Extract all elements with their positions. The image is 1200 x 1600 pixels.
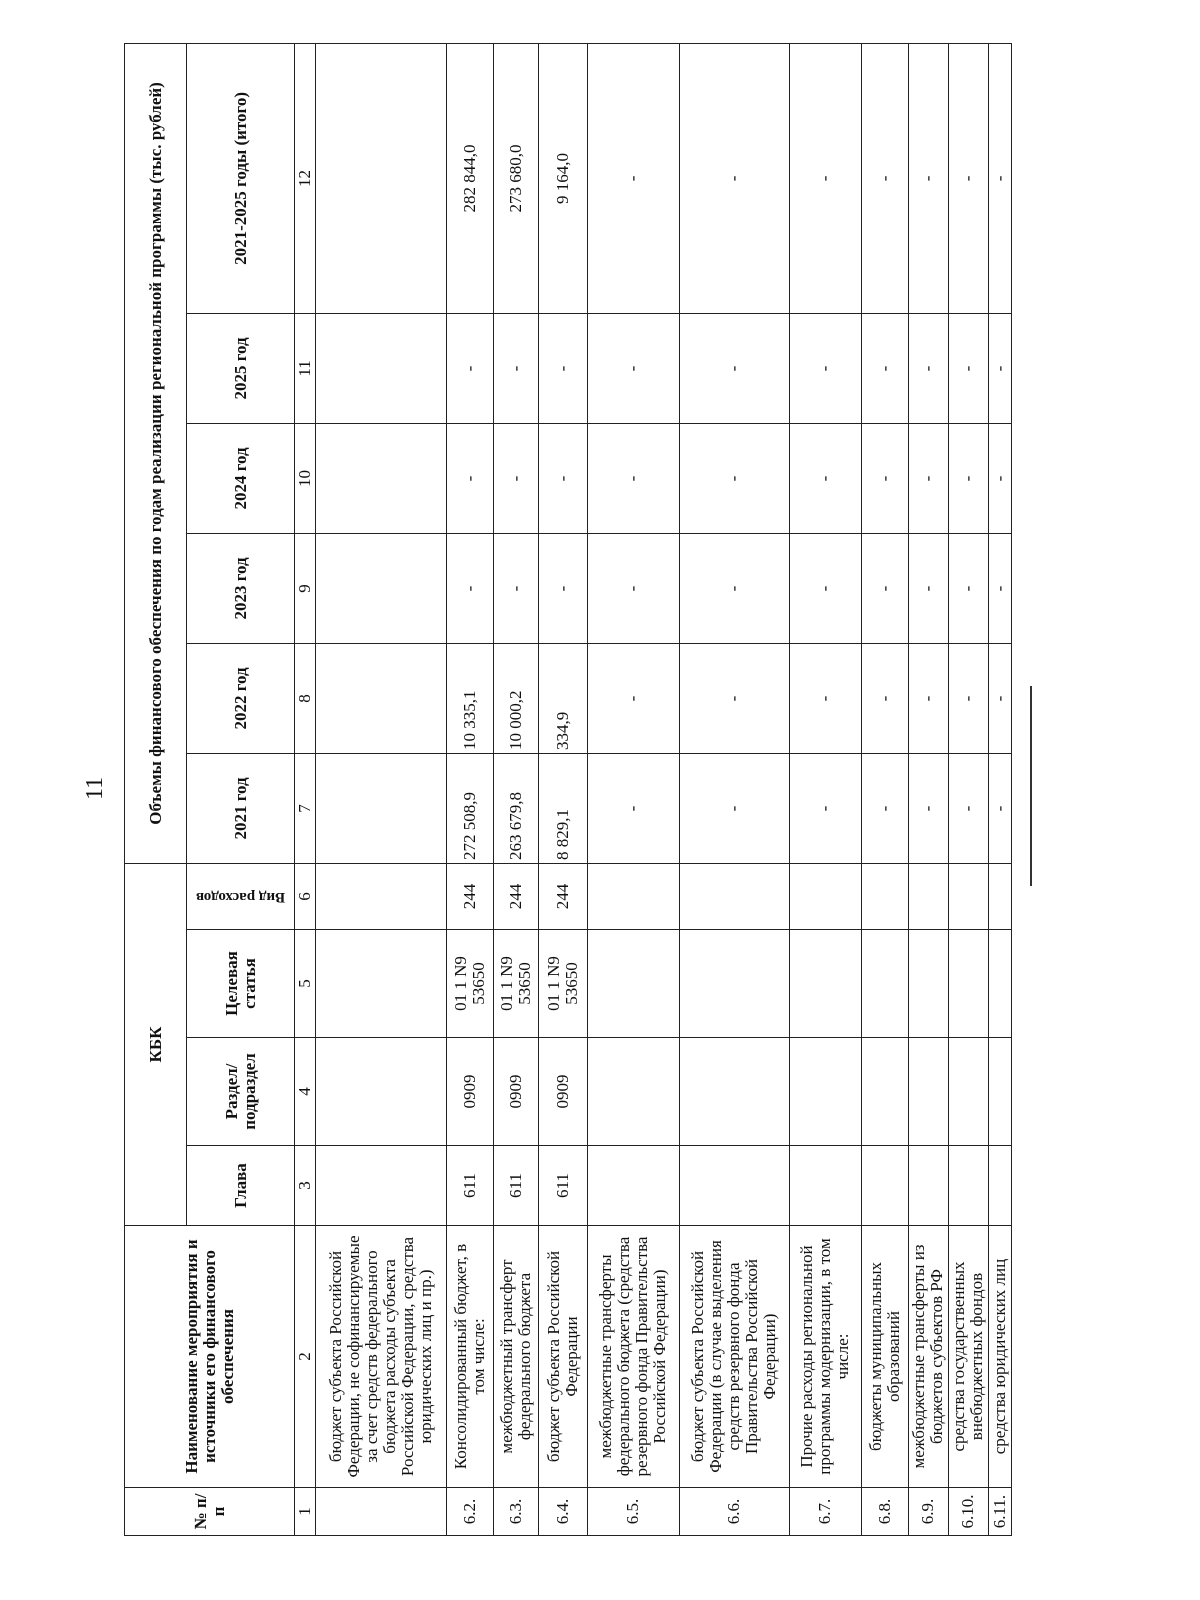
- row-2021: -: [679, 753, 789, 863]
- row-celevaya: [679, 930, 789, 1038]
- row-razdel: [790, 1038, 862, 1146]
- row-name: средства государственных внебюджетных фондов: [948, 1226, 989, 1488]
- financing-table: [124, 43, 1012, 1536]
- row-num: [316, 1488, 447, 1536]
- row-name: средства юридических лиц: [989, 1226, 1012, 1488]
- row-vid: 244: [493, 863, 538, 929]
- row-2023: -: [493, 533, 538, 643]
- row-2025: -: [790, 313, 862, 423]
- row-total: -: [948, 43, 989, 313]
- table-row: [908, 43, 948, 1535]
- header-total: 2021-2025 годы (итого): [187, 43, 295, 313]
- row-2025: -: [587, 313, 679, 423]
- row-2025: -: [679, 313, 789, 423]
- row-total: -: [790, 43, 862, 313]
- row-num: 6.2.: [446, 1488, 493, 1536]
- row-num: 6.9.: [908, 1488, 948, 1536]
- row-num: 6.5.: [587, 1488, 679, 1536]
- row-name: Прочие расходы региональной программы модернизации, в том числе:: [790, 1226, 862, 1488]
- row-name: бюджеты муниципальных образований: [861, 1226, 908, 1488]
- row-2025: -: [861, 313, 908, 423]
- row-2024: -: [587, 423, 679, 533]
- row-celevaya: 01 1 N9 53650: [538, 930, 587, 1038]
- row-2023: -: [989, 533, 1012, 643]
- row-2025: -: [446, 313, 493, 423]
- row-glava: [989, 1146, 1012, 1226]
- column-index: 8: [295, 643, 316, 753]
- row-2024: -: [948, 423, 989, 533]
- row-2024: [316, 423, 447, 533]
- row-2024: -: [908, 423, 948, 533]
- row-num: 6.8.: [861, 1488, 908, 1536]
- row-2023: -: [538, 533, 587, 643]
- row-2023: [316, 533, 447, 643]
- row-razdel: [587, 1038, 679, 1146]
- row-vid: 244: [538, 863, 587, 929]
- table-row: [790, 43, 862, 1535]
- row-total: 9 164,0: [538, 43, 587, 313]
- row-glava: [861, 1146, 908, 1226]
- row-glava: [790, 1146, 862, 1226]
- row-total: -: [908, 43, 948, 313]
- row-razdel: [908, 1038, 948, 1146]
- row-razdel: 0909: [493, 1038, 538, 1146]
- row-total: -: [679, 43, 789, 313]
- row-2023: -: [908, 533, 948, 643]
- row-2022: 10 335,1: [446, 643, 493, 753]
- row-2022: -: [587, 643, 679, 753]
- row-total: -: [587, 43, 679, 313]
- header-vid-text: Вид расходов: [195, 888, 286, 905]
- row-razdel: [861, 1038, 908, 1146]
- row-celevaya: [861, 930, 908, 1038]
- column-index: 3: [295, 1146, 316, 1226]
- row-num: 6.10.: [948, 1488, 989, 1536]
- column-index: 2: [295, 1226, 316, 1488]
- row-total: -: [861, 43, 908, 313]
- row-glava: [679, 1146, 789, 1226]
- row-num: 6.6.: [679, 1488, 789, 1536]
- header-kbk: КБК: [125, 863, 187, 1225]
- row-celevaya: [316, 930, 447, 1038]
- row-2025: -: [948, 313, 989, 423]
- row-2022: [316, 643, 447, 753]
- table-row: [679, 43, 789, 1535]
- row-celevaya: [790, 930, 862, 1038]
- header-finance: Объемы финансового обеспечения по годам реализации региональной программы (тыс. рублей): [125, 43, 187, 863]
- row-2022: -: [679, 643, 789, 753]
- row-2024: -: [493, 423, 538, 533]
- column-index: 6: [295, 863, 316, 929]
- row-celevaya: 01 1 N9 53650: [446, 930, 493, 1038]
- row-name: Консолидированный бюджет, в том числе:: [446, 1226, 493, 1488]
- row-2022: 334,9: [538, 643, 587, 753]
- row-2022: -: [948, 643, 989, 753]
- row-name: межбюджетный трансферт федерального бюджета: [493, 1226, 538, 1488]
- row-2021: 8 829,1: [538, 753, 587, 863]
- header-year-2022: 2022 год: [187, 643, 295, 753]
- table-row: [861, 43, 908, 1535]
- column-index: 1: [295, 1488, 316, 1536]
- row-vid: [908, 863, 948, 929]
- row-vid: [679, 863, 789, 929]
- column-index: 10: [295, 423, 316, 533]
- header-glava: Глава: [187, 1146, 295, 1226]
- row-2024: -: [446, 423, 493, 533]
- row-2021: 263 679,8: [493, 753, 538, 863]
- row-total: [316, 43, 447, 313]
- row-glava: [316, 1146, 447, 1226]
- row-2025: [316, 313, 447, 423]
- row-num: 6.7.: [790, 1488, 862, 1536]
- table-row: [948, 43, 989, 1535]
- rotated-table-wrapper: [124, 44, 1012, 1536]
- row-razdel: [679, 1038, 789, 1146]
- header-vid: [187, 863, 295, 929]
- header-year-2021: 2021 год: [187, 753, 295, 863]
- row-2022: 10 000,2: [493, 643, 538, 753]
- row-celevaya: [587, 930, 679, 1038]
- table-row: [446, 43, 493, 1535]
- row-vid: 244: [446, 863, 493, 929]
- row-2023: -: [790, 533, 862, 643]
- row-total: 282 844,0: [446, 43, 493, 313]
- row-vid: [316, 863, 447, 929]
- row-2023: -: [679, 533, 789, 643]
- row-razdel: 0909: [446, 1038, 493, 1146]
- row-celevaya: 01 1 N9 53650: [493, 930, 538, 1038]
- row-name: бюджет субъекта Российской Федерации: [538, 1226, 587, 1488]
- row-glava: [908, 1146, 948, 1226]
- row-glava: 611: [493, 1146, 538, 1226]
- row-2024: -: [538, 423, 587, 533]
- row-2021: -: [989, 753, 1012, 863]
- row-2025: -: [908, 313, 948, 423]
- row-total: 273 680,0: [493, 43, 538, 313]
- header-year-2023: 2023 год: [187, 533, 295, 643]
- row-2022: -: [908, 643, 948, 753]
- column-index: 5: [295, 930, 316, 1038]
- header-celevaya: Целевая статья: [187, 930, 295, 1038]
- row-2021: -: [908, 753, 948, 863]
- row-num: 6.11.: [989, 1488, 1012, 1536]
- column-index: 12: [295, 43, 316, 313]
- row-2023: -: [446, 533, 493, 643]
- row-2022: -: [861, 643, 908, 753]
- row-2021: -: [948, 753, 989, 863]
- column-index: 7: [295, 753, 316, 863]
- row-glava: [587, 1146, 679, 1226]
- row-2021: -: [861, 753, 908, 863]
- table-row: [587, 43, 679, 1535]
- row-name: межбюджетные трансферты из бюджетов субъектов РФ: [908, 1226, 948, 1488]
- row-celevaya: [908, 930, 948, 1038]
- table-row: [493, 43, 538, 1535]
- row-2024: -: [790, 423, 862, 533]
- table-row: [538, 43, 587, 1535]
- row-2021: -: [790, 753, 862, 863]
- row-2024: -: [679, 423, 789, 533]
- row-vid: [587, 863, 679, 929]
- header-razdel: Раздел/ подраздел: [187, 1038, 295, 1146]
- row-2022: -: [989, 643, 1012, 753]
- row-glava: 611: [538, 1146, 587, 1226]
- row-2021: 272 508,9: [446, 753, 493, 863]
- row-2021: [316, 753, 447, 863]
- header-year-2025: 2025 год: [187, 313, 295, 423]
- row-name: межбюджетные трансферты федерального бюджета (средства резервного фонда Правительства Российской Федерации): [587, 1226, 679, 1488]
- row-2022: -: [790, 643, 862, 753]
- row-total: -: [989, 43, 1012, 313]
- row-2024: -: [989, 423, 1012, 533]
- row-num: 6.4.: [538, 1488, 587, 1536]
- header-year-2024: 2024 год: [187, 423, 295, 533]
- row-vid: [948, 863, 989, 929]
- header-name: Наименование мероприятия и источники его финансового обеспечения: [125, 1226, 295, 1488]
- row-razdel: 0909: [538, 1038, 587, 1146]
- row-vid: [790, 863, 862, 929]
- row-2023: -: [587, 533, 679, 643]
- row-celevaya: [989, 930, 1012, 1038]
- row-2021: -: [587, 753, 679, 863]
- row-2025: -: [538, 313, 587, 423]
- row-razdel: [989, 1038, 1012, 1146]
- row-vid: [861, 863, 908, 929]
- table-row: [316, 43, 447, 1535]
- row-glava: [948, 1146, 989, 1226]
- row-celevaya: [948, 930, 989, 1038]
- row-2023: -: [948, 533, 989, 643]
- header-num: № п/п: [125, 1488, 295, 1536]
- row-2025: -: [493, 313, 538, 423]
- row-glava: 611: [446, 1146, 493, 1226]
- row-name: бюджет субъекта Российской Федерации, не софинансируемые за счет средств федерального бюджета расходы субъекта Российской Федерации, средства юридических лиц и пр.): [316, 1226, 447, 1488]
- row-2025: -: [989, 313, 1012, 423]
- row-name: бюджет субъекта Российской Федерации (в случае выделения средств резервного фонда Правительства Российской Федерации): [679, 1226, 789, 1488]
- column-index: 9: [295, 533, 316, 643]
- row-2023: -: [861, 533, 908, 643]
- page-number: 11: [82, 776, 108, 800]
- row-razdel: [948, 1038, 989, 1146]
- handwritten-rule: [1030, 686, 1032, 886]
- column-index: 4: [295, 1038, 316, 1146]
- row-razdel: [316, 1038, 447, 1146]
- row-2024: -: [861, 423, 908, 533]
- row-vid: [989, 863, 1012, 929]
- table-row: [989, 43, 1012, 1535]
- row-num: 6.3.: [493, 1488, 538, 1536]
- column-index: 11: [295, 313, 316, 423]
